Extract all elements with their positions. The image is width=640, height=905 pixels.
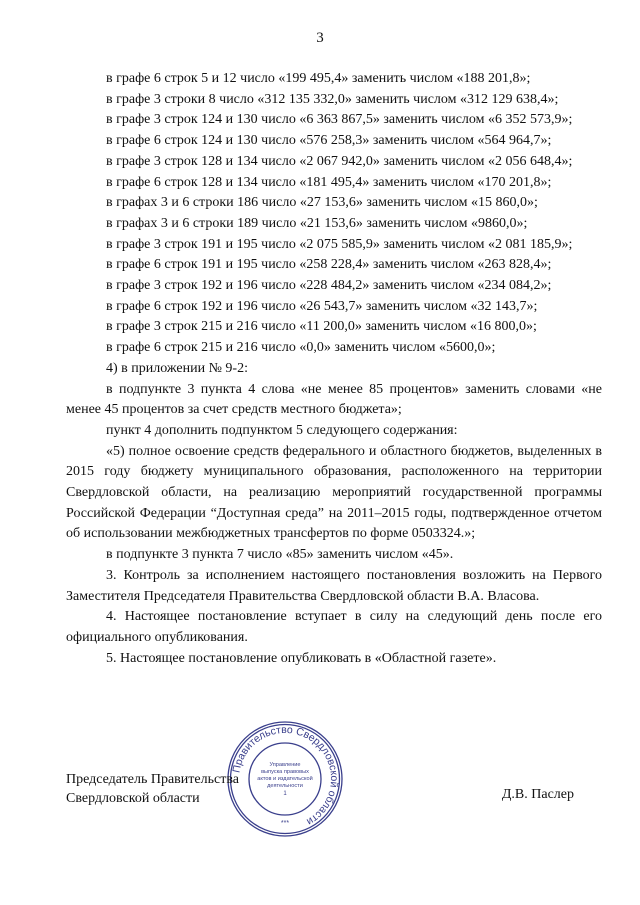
clause-5: 5. Настоящее постановление опубликовать в «Областной газете». — [106, 650, 497, 666]
amendment-line: в графе 6 строк 191 и 195 число «258 228,4» заменить числом «263 828,4»; — [106, 257, 552, 273]
amendment-line: в графе 6 строк 192 и 196 число «26 543,7» заменить числом «32 143,7»; — [106, 298, 538, 314]
clause-3: 3. Контроль за исполнением настоящего постановления возложить на Первого Заместителя Председателя Правительства Свердловской области В.А. Власова. — [66, 567, 602, 604]
amendment-line: в графе 3 строк 191 и 195 число «2 075 585,9» заменить числом «2 081 185,9»; — [106, 236, 573, 252]
amendment-line: в графе 3 строк 192 и 196 число «228 484,2» заменить числом «234 084,2»; — [106, 278, 552, 294]
appendix-heading: 4) в приложении № 9-2: — [106, 360, 248, 376]
seal-number: 1 — [283, 791, 287, 797]
official-seal — [226, 720, 344, 838]
seal-stars: *** — [280, 820, 290, 827]
amendment-line: в графе 6 строк 215 и 216 число «0,0» заменить числом «5600,0»; — [106, 340, 496, 356]
clause-4: 4. Настоящее постановление вступает в силу на следующий день после его официального опубликования. — [66, 609, 602, 645]
seal-ring-text: Правительство Свердловской области — [230, 723, 341, 828]
seal-inner-line: деятельности — [267, 783, 303, 789]
position-line: Свердловской области — [66, 791, 200, 806]
signatory-position — [66, 770, 239, 808]
amendment-line: в графах 3 и 6 строки 189 число «21 153,6» заменить числом «9860,0»; — [106, 215, 528, 231]
amendment-paragraph: пункт 4 дополнить подпунктом 5 следующего содержания: — [106, 422, 458, 438]
amendment-line: в графах 3 и 6 строки 186 число «27 153,6» заменить числом «15 860,0»; — [106, 195, 538, 211]
position-line: Председатель Правительства — [66, 772, 239, 787]
amendment-line: в графе 3 строк 124 и 130 число «6 363 867,5» заменить числом «6 352 573,9»; — [106, 112, 573, 128]
seal-inner-line: Управление — [269, 762, 301, 768]
amendment-line: в графе 3 строки 8 число «312 135 332,0» заменить числом «312 129 638,4»; — [106, 91, 559, 107]
signatory-name: Д.В. Паслер — [501, 787, 574, 802]
seal-inner-line: актов и издательской — [257, 776, 313, 782]
amendment-line: в графе 3 строк 128 и 134 число «2 067 942,0» заменить числом «2 056 648,4»; — [106, 153, 573, 169]
amendment-line: в графе 6 строк 5 и 12 число «199 495,4» заменить числом «188 201,8»; — [106, 71, 531, 86]
page-number: 3 — [316, 30, 324, 46]
amendment-line: в графе 3 строк 215 и 216 число «11 200,0» заменить числом «16 800,0»; — [106, 319, 537, 335]
amendment-line: в графе 6 строк 128 и 134 число «181 495,4» заменить числом «170 201,8»; — [106, 174, 552, 190]
amendment-line: в графе 6 строк 124 и 130 число «576 258,3» заменить числом «564 964,7»; — [106, 133, 552, 149]
amendment-paragraph: в подпункте 3 пункта 7 число «85» заменить числом «45». — [106, 547, 454, 563]
quoted-subparagraph: «5) полное освоение средств федерального и областного бюджетов, выделенных в 2015 году бюджету муниципального образования, расположенного на территории Свердловской области, на реализацию мероприятий государственной программы Российской Федерации “Доступная среда” на 2011–2015 годы, подтвержденное отчетом об использовании межбюджетных трансфертов по форме 0503324.»; — [66, 443, 602, 542]
seal-inner-line: выпуска правовых — [261, 769, 309, 775]
document-body — [66, 69, 602, 669]
amendment-paragraph: в подпункте 3 пункта 4 слова «не менее 85 процентов» заменить словами «не менее 45 процентов за счет средств местного бюджета»; — [66, 381, 602, 418]
